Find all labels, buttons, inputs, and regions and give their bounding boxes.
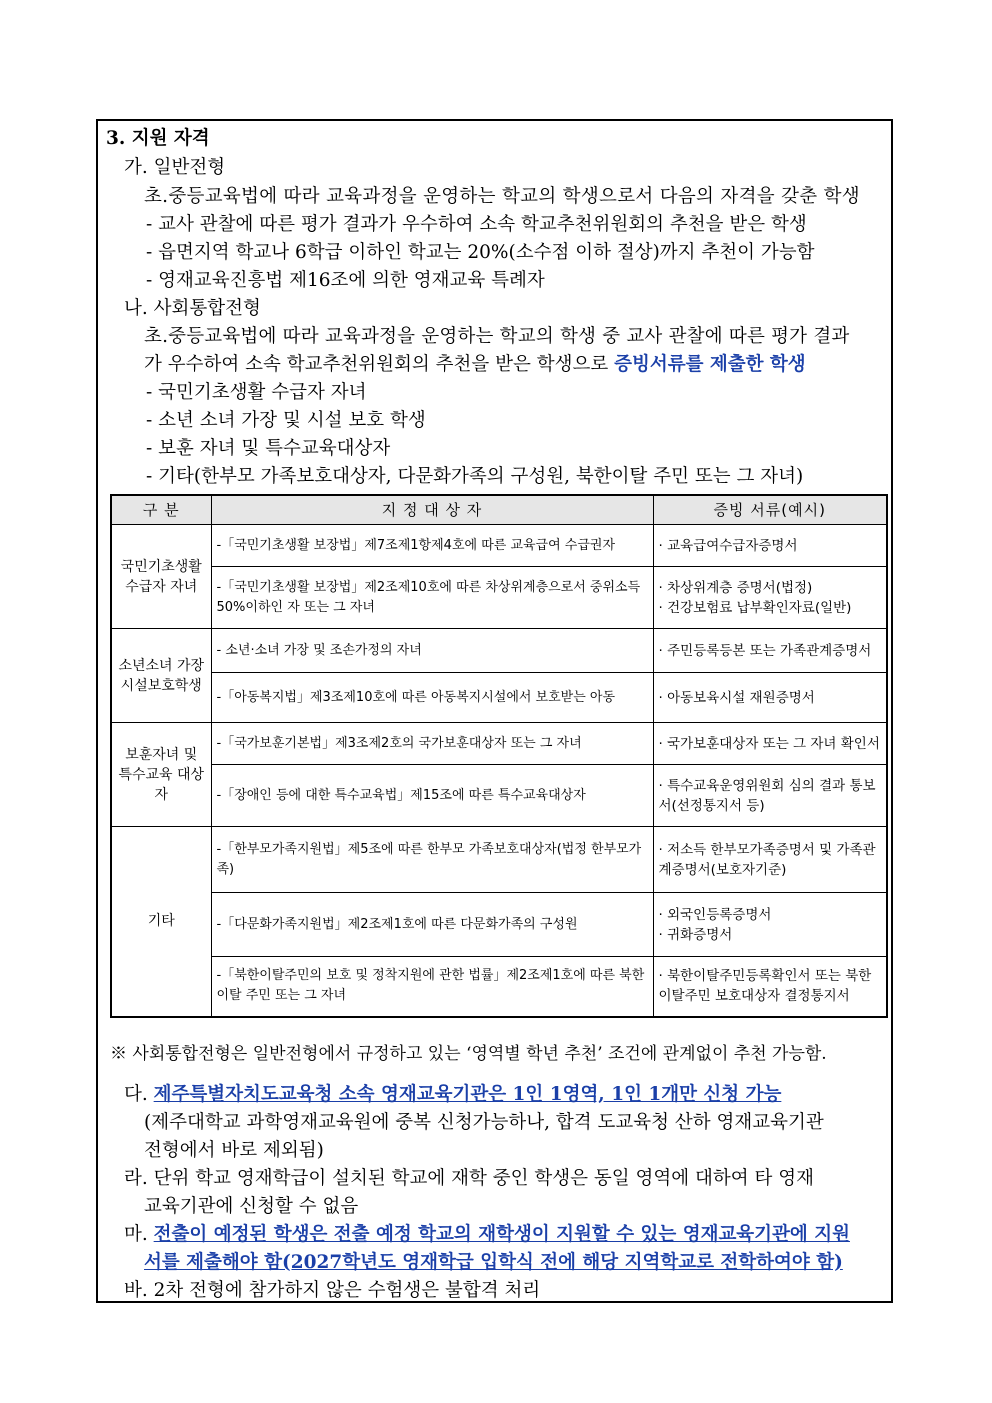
table-row bbox=[111, 567, 887, 629]
docs-cell: · 주민등록등본 또는 가족관계증명서 bbox=[653, 629, 887, 673]
table-row bbox=[111, 673, 887, 723]
general-item: - 읍면지역 학교나 6학급 이하인 학교는 20%(소수점 이하 절상)까지 추천이 가능함 bbox=[146, 242, 815, 263]
table-row bbox=[111, 893, 887, 957]
docs-cell: · 교육급여수급자증명서 bbox=[653, 525, 887, 567]
target-cell: -「아동복지법」제3조제10호에 따른 아동복지시설에서 보호받는 아동 bbox=[211, 673, 653, 723]
social-item: - 기타(한부모 가족보호대상자, 다문화가족의 구성원, 북한이탈 주민 또는 그 자녀) bbox=[146, 466, 804, 487]
eligibility-table bbox=[110, 494, 888, 1018]
social-item: - 소년 소녀 가장 및 시설 보호 학생 bbox=[146, 410, 426, 431]
social-intro-2 bbox=[144, 353, 806, 377]
item-f: 바. 2차 전형에 참가하지 않은 수험생은 불합격 처리 bbox=[124, 1280, 541, 1301]
target-cell: -「국가보훈기본법」제3조제2호의 국가보훈대상자 또는 그 자녀 bbox=[211, 723, 653, 765]
docs-cell: · 외국인등록증명서 · 귀화증명서 bbox=[653, 893, 887, 957]
target-cell: -「국민기초생활 보장법」제2조제10호에 따른 차상위계층으로서 중위소득 50%이하인 자 또는 그 자녀 bbox=[211, 567, 653, 629]
docs-cell: · 북한이탈주민등록확인서 또는 북한이탈주민 보호대상자 결정통지서 bbox=[653, 957, 887, 1017]
item-c bbox=[124, 1083, 781, 1107]
target-cell: -「장애인 등에 대한 특수교육법」제15조에 따른 특수교육대상자 bbox=[211, 765, 653, 827]
section-heading: 3. 지원 자격 bbox=[106, 128, 210, 149]
target-cell: -「북한이탈주민의 보호 및 정착지원에 관한 법률」제2조제1호에 따른 북한이탈 주민 또는 그 자녀 bbox=[211, 957, 653, 1017]
general-item: - 영재교육진흥법 제16조에 의한 영재교육 특례자 bbox=[146, 270, 545, 291]
table-row bbox=[111, 765, 887, 827]
docs-cell: · 저소득 한부모가족증명서 및 가족관계증명서(보호자기준) bbox=[653, 827, 887, 893]
target-cell: -「국민기초생활 보장법」제7조제1항제4호에 따른 교육급여 수급권자 bbox=[211, 525, 653, 567]
item-e bbox=[124, 1223, 850, 1247]
target-cell: -「한부모가족지원법」제5조에 따른 한부모 가족보호대상자(법정 한부모가족) bbox=[211, 827, 653, 893]
category-cell: 국민기초생활 수급자 자녀 bbox=[111, 525, 211, 629]
header-docs: 증빙 서류(예시) bbox=[653, 495, 887, 525]
table-row bbox=[111, 629, 887, 673]
table-note: ※ 사회통합전형은 일반전형에서 규정하고 있는 ‘영역별 학년 추천’ 조건에 관계없이 추천 가능함. bbox=[110, 1044, 827, 1064]
item-e-label: 마. bbox=[124, 1224, 154, 1245]
item-c-label: 다. bbox=[124, 1084, 154, 1105]
category-cell: 기타 bbox=[111, 827, 211, 1017]
header-target: 지 정 대 상 자 bbox=[211, 495, 653, 525]
general-item: - 교사 관찰에 따른 평가 결과가 우수하여 소속 학교추천위원회의 추천을 받은 학생 bbox=[146, 214, 807, 235]
item-c-sub: (제주대학교 과학영재교육원에 중복 신청가능하나, 합격 도교육청 산하 영재교육기관 bbox=[144, 1112, 824, 1133]
item-d: 라. 단위 학교 영재학급이 설치된 학교에 재학 중인 학생은 동일 영역에 대하여 타 영재 bbox=[124, 1168, 814, 1189]
docs-cell: · 국가보훈대상자 또는 그 자녀 확인서 bbox=[653, 723, 887, 765]
docs-cell: · 특수교육운영위원회 심의 결과 통보서(선정통지서 등) bbox=[653, 765, 887, 827]
docs-cell: · 차상위계층 증명서(법정) · 건강보험료 납부확인자료(일반) bbox=[653, 567, 887, 629]
social-intro-text: 가 우수하여 소속 학교추천위원회의 추천을 받은 학생으로 bbox=[144, 354, 615, 375]
category-cell: 소년소녀 가장 시설보호학생 bbox=[111, 629, 211, 723]
header-category: 구 분 bbox=[111, 495, 211, 525]
item-c-sub: 전형에서 바로 제외됨) bbox=[144, 1140, 324, 1161]
table-row bbox=[111, 827, 887, 893]
item-d-cont: 교육기관에 신청할 수 없음 bbox=[144, 1196, 359, 1217]
social-item: - 국민기초생활 수급자 자녀 bbox=[146, 382, 367, 403]
item-c-highlight: 제주특별자치도교육청 소속 영재교육기관은 1인 1영역, 1인 1개만 신청 가능 bbox=[153, 1084, 782, 1105]
table-row bbox=[111, 525, 887, 567]
target-cell: - 소년·소녀 가장 및 조손가정의 자녀 bbox=[211, 629, 653, 673]
general-title: 가. 일반전형 bbox=[124, 157, 226, 178]
table-row bbox=[111, 723, 887, 765]
general-intro: 초.중등교육법에 따라 교육과정을 운영하는 학교의 학생으로서 다음의 자격을 갖춘 학생 bbox=[144, 186, 860, 207]
category-cell: 보훈자녀 및 특수교육 대상자 bbox=[111, 723, 211, 827]
proof-docs-highlight: 증빙서류를 제출한 학생 bbox=[614, 354, 806, 375]
table-row bbox=[111, 957, 887, 1017]
item-e-highlight: 전출이 예정된 학생은 전출 예정 학교의 재학생이 지원할 수 있는 영재교육기관에 지원 bbox=[153, 1224, 850, 1245]
docs-cell: · 아동보육시설 재원증명서 bbox=[653, 673, 887, 723]
social-item: - 보훈 자녀 및 특수교육대상자 bbox=[146, 438, 391, 459]
item-e-highlight-cont: 서를 제출해야 함(2027학년도 영재학급 입학식 전에 해당 지역학교로 전학하여야 함) bbox=[144, 1252, 843, 1273]
social-intro: 초.중등교육법에 따라 교육과정을 운영하는 학교의 학생 중 교사 관찰에 따른 평가 결과 bbox=[144, 326, 850, 347]
social-title: 나. 사회통합전형 bbox=[124, 298, 261, 319]
target-cell: -「다문화가족지원법」제2조제1호에 따른 다문화가족의 구성원 bbox=[211, 893, 653, 957]
eligibility-box bbox=[96, 119, 893, 1303]
